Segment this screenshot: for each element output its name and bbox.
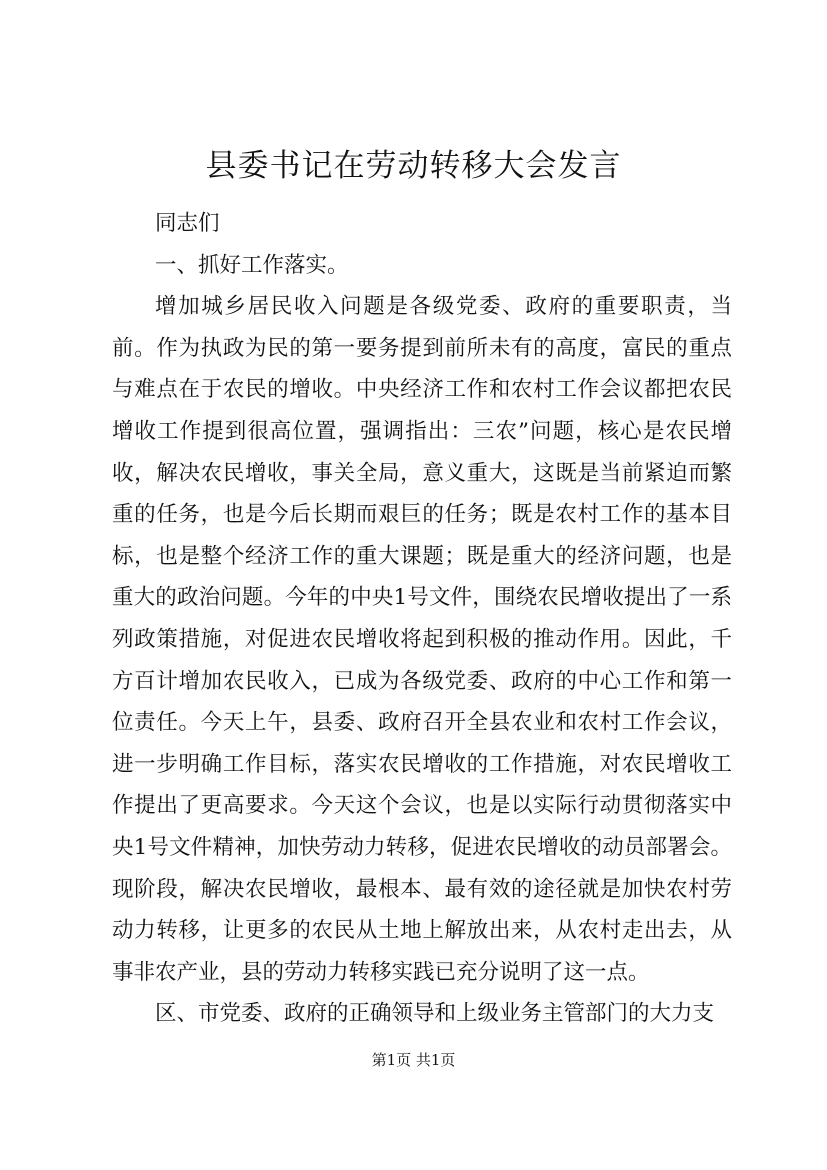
- section-heading: 一、抓好工作落实。: [155, 252, 349, 278]
- salutation-paragraph: 同志们: [155, 211, 220, 236]
- document-body: [112, 203, 732, 1035]
- document-title: 县委书记在劳动转移大会发言: [205, 148, 622, 184]
- page-footer: 第1页 共1页: [371, 1051, 456, 1069]
- body-paragraph: 增加城乡居民收入问题是各级党委、政府的重要职责，当前。作为执政为民的第一要务提到前所未有的高度，富民的重点与难点在于农民的增收。中央经济工作和农村工作会议都把农民增收工作提到很高位置，强调指出：三农”问题，核心是农民增收，解决农民增收，事关全局，意义重大，这既是当前紧迫而繁重的任务，也是今后长期而艰巨的任务；既是农村工作的基本目标，也是整个经济工作的重大课题；既是重大的经济问题，也是重大的政治问题。今年的中央1号文件，围绕农民增收提出了一系列政策措施，对促进农民增收将起到积极的推动作用。因此，千方百计增加农民收入，已成为各级党委、政府的中心工作和第一位责任。今天上午，县委、政府召开全县农业和农村工作会议，进一步明确工作目标，落实农民增收的工作措施，对农民增收工作提出了更高要求。今天这个会议，也是以实际行动贯彻落实中央1号文件精神，加快劳动力转移，促进农民增收的动员部署会。现阶段，解决农民增收，最根本、最有效的途径就是加快农村劳动力转移，让更多的农民从土地上解放出来，从农村走出去，从事非农产业，县的劳动力转移实践已充分说明了这一点。: [112, 294, 732, 985]
- body-paragraph: 区、市党委、政府的正确领导和上级业务主管部门的大力支: [155, 1001, 715, 1027]
